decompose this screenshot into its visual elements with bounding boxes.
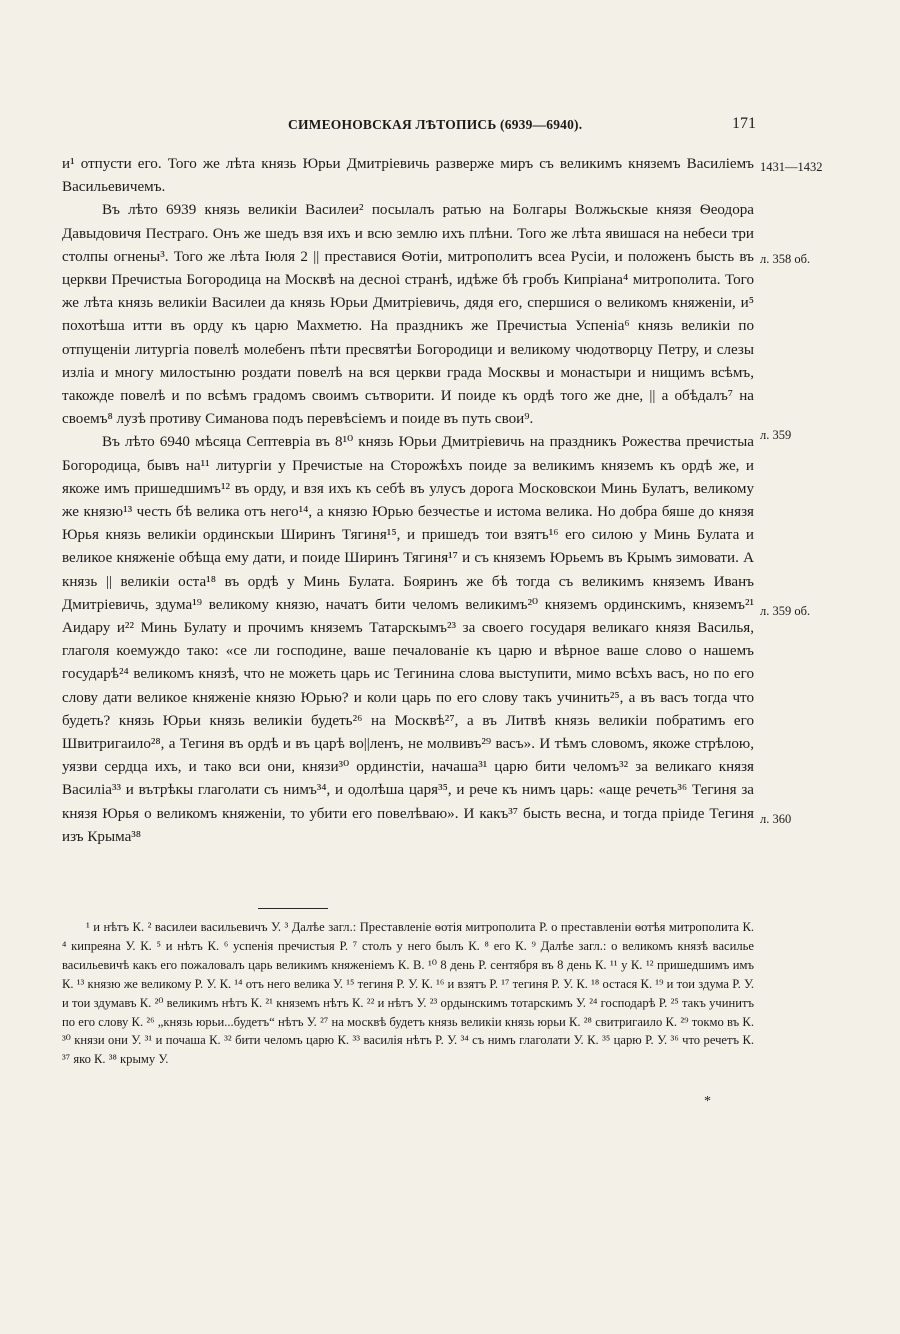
paragraph-3: Въ лѣто 6940 мѣсяца Септевріа въ 8¹⁰ князь Юрьи Дмитріевичь на праздникъ Рожества пречистыа Богородица, бывъ на¹¹ литургіи у Пречистые на Сторожѣхъ поиде за великимъ княземъ къ ордѣ же, и якоже имъ пришедшимъ¹² въ орду, и взя ихъ къ себѣ въ улусъ дорога Московскои Минь Булатъ, великому же князю¹³ честь бѣ велика отъ него¹⁴, а князю Юрью безчестье и истома велика. Но добра бяше до князя Юрья князь великіи ординскыи Ширинъ Тягиня¹⁵, и пришедъ тои взятъ¹⁶ его силою у Минь Булата и великое княженіе обѣща ему дати, и поиде Ширинъ Тягиня¹⁷ и съ княземъ Юрьемъ въ Крымъ зимовати. А князь || великіи оста¹⁸ въ ордѣ у Минь Булата. Бояринъ же бѣ тогда съ великимъ княземъ Иванъ Дмитріевичь, здума¹⁹ великому князю, начатъ бити челомъ великимъ²⁰ княземъ ординскимъ, княземъ²¹ Аидару и²² Минь Булату и прочимъ княземъ Татарскымъ²³ за своего государя великаго князя Василья, глаголя коемуждо тако: «се ли господине, ваше печалованіе къ царю и вѣрное ваше слово о нашемъ государѣ²⁴ великомъ князѣ, что не можеть царь ис Тегинина слова выступити, мимо всѣхъ васъ, но по его слову дати великое княженіе князю Юрью? и коли царь по его слову такъ учинить²⁵, а въ васъ тогда что будеть? князь Юрьи князь великіи будеть²⁶ на Москвѣ²⁷, а въ Литвѣ князь великіи побратимъ его Швитригаило²⁸, а Тегиня въ ордѣ и въ царѣ во||ленъ, не молвивъ²⁹ васъ». И тѣмъ словомъ, якоже стрѣлою, уязви сердца ихъ, и тако вси они, князи³⁰ ординстіи, начаша³¹ царю бити челомъ³² за великаго князя Василіа³³ и вътрѣкы глаголати съ нимъ³⁴, и одолѣша царя³⁵, и рече къ нимъ царь: «аще речеть³⁶ Тегиня за князя Юрья о великомъ княженіи, то убити его повелѣваю». И какъ³⁷ бысть весна, и тогда пріиде Тегиня изъ Крыма³⁸ <box>62 434 754 845</box>
margin-leaf-359v: л. 359 об. <box>760 604 811 618</box>
chronicle-title: СИМЕОНОВСКАЯ ЛѢТОПИСЬ (6939—6940). <box>288 117 583 132</box>
footnotes <box>62 918 754 1069</box>
paragraph-2: Въ лѣто 6939 князь великіи Василеи² посылалъ ратью на Болгары Волжьскые князя Ѳеодора Давыдовичя Пестраго. Онъ же шедъ взя ихъ и всю землю ихъ плѣни. Того же лѣта явишася на небеси три столпы огнены³. Того же лѣта Іюля 2 || преставися Ѳотіи, митрополитъ всеа Русіи, и положенъ бысть въ церкви Пречистыа Богородица на Москвѣ на десноi странѣ, идѣже бѣ гробъ Кипріана⁴ митрополита. Того же лѣта князь великіи Василеи да князь Юрьи Дмитріевичь, дядя его, спершися о великомъ княженіи, и⁵ похотѣша итти въ орду къ царю Махметю. На праздникъ же Пречистыа Успеніа⁶ князь великіи по отпущеніи литургіа повелѣ молебенъ пѣти пресвятѣи Богородици и великому чюдотворцу Петру, и слезы изліа и многу милостыню роздати повелѣ на вся церкви града Москвы и монастыри и нищимъ всѣмъ, такожде повелѣ и по всѣмъ градомъ своимъ сътворити. И поиде къ ордѣ того же дне, || а обѣдалъ⁷ на своемъ⁸ лузѣ противу Симанова подъ перевѣсіемъ и поиде въ путь свои⁹. <box>62 202 754 428</box>
margin-leaf-358v: л. 358 об. <box>760 252 811 266</box>
margin-leaf-359: л. 359 <box>760 428 792 442</box>
margin-years: 1431—1432 <box>760 160 823 174</box>
end-asterisk: * <box>704 1094 711 1109</box>
main-text <box>62 153 754 849</box>
paragraph-1: и¹ отпусти его. Того же лѣта князь Юрьи Дмитріевичь разверже миръ съ великимъ княземъ Василіемъ Васильевичемъ. <box>62 156 754 196</box>
footnote-text: ¹ и нѣтъ К. ² василеи васильевичъ У. ³ Далѣе загл.: Преставленіе ѳотія митрополита Р. о преставленіи ѳотѣя митрополита К. ⁴ кипреяна У. К. ⁵ и нѣтъ К. ⁶ успенія пречистыя Р. ⁷ столъ у него былъ К. ⁸ его К. ⁹ Далѣе загл.: о великомъ князѣ василье васильевичѣ какъ его пожаловалъ царь великимъ княженіемъ К. В. ¹⁰ 8 день Р. сентября въ 8 день К. ¹¹ у К. ¹² пришедшимъ имъ К. ¹³ князю же великому Р. У. К. ¹⁴ отъ него велика У. ¹⁵ тегиня Р. У. К. ¹⁶ и взятъ Р. ¹⁷ тегиня Р. У. К. ¹⁸ остася К. ¹⁹ и тои здума Р. У. и тои здумавъ К. ²⁰ великимъ нѣтъ К. ²¹ княземъ нѣтъ К. ²² и нѣтъ У. ²³ ордынскимъ тотарскимъ У. ²⁴ господарѣ Р. ²⁵ такъ учинитъ по его слову К. ²⁶ „князь юрьи...будетъ“ нѣтъ У. ²⁷ на москвѣ будетъ князь великіи князь юрьи К. ²⁸ свитригаило К. ²⁹ токмо въ К. ³⁰ князи они У. ³¹ и почаша К. ³² бити челомъ царю К. ³³ василія нѣтъ Р. У. ³⁴ съ нимъ глаголати У. К. ³⁵ царю Р. У. ³⁶ что речетъ К. ³⁷ яко К. ³⁸ крыму У. <box>62 920 754 1067</box>
margin-leaf-360: л. 360 <box>760 812 792 826</box>
page-number: 171 <box>732 115 756 132</box>
footnote-divider <box>258 908 328 909</box>
